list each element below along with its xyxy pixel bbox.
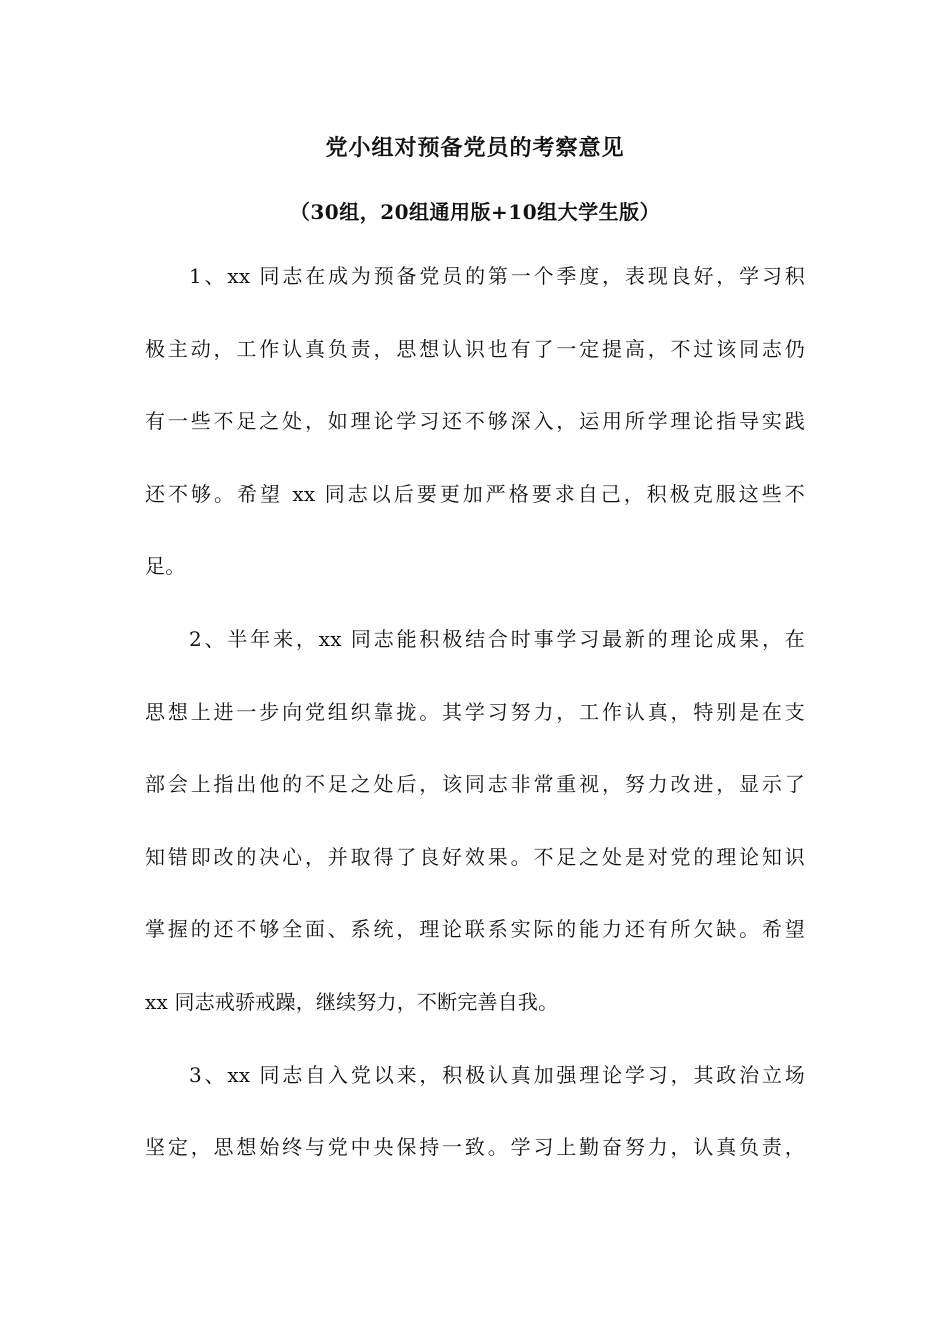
paragraph-3-line-2: 坚定，思想始终与党中央保持一致。学习上勤奋努力，认真负责， [145,1135,805,1160]
paragraph-2-line-5: 掌握的还不够全面、系统，理论联系实际的能力还有所欠缺。希望 [145,917,805,942]
paragraph-1-line-5: 足。 [145,554,186,579]
document-title: 党小组对预备党员的考察意见 [325,135,625,161]
paragraph-1-line-1: 1、xx 同志在成为预备党员的第一个季度，表现良好，学习积 [189,264,805,288]
paragraph-1-line-4: 还不够。希望 xx 同志以后要更加严格要求自己，积极克服这些不 [145,481,805,506]
paragraph-2-line-3: 部会上指出他的不足之处后，该同志非常重视，努力改进，显示了 [145,772,805,797]
paragraph-3-line-1: 3、xx 同志自入党以来，积极认真加强理论学习，其政治立场 [189,1062,805,1087]
document-subtitle: （30组，20组通用版+10组大学生版） [289,200,661,224]
paragraph-1-line-2: 极主动，工作认真负责，思想认识也有了一定提高，不过该同志仍 [145,336,805,361]
paragraph-2-line-2: 思想上进一步向党组织靠拢。其学习努力，工作认真，特别是在支 [145,699,805,724]
paragraph-2-line-6: xx 同志戒骄戒躁，继续努力，不断完善自我。 [145,989,559,1014]
paragraph-1-line-3: 有一些不足之处，如理论学习还不够深入，运用所学理论指导实践 [145,409,805,434]
paragraph-2-line-4: 知错即改的决心，并取得了良好效果。不足之处是对党的理论知识 [145,844,805,869]
paragraph-2-line-1: 2、半年来，xx 同志能积极结合时事学习最新的理论成果，在 [189,626,805,651]
document-body [145,250,805,1194]
